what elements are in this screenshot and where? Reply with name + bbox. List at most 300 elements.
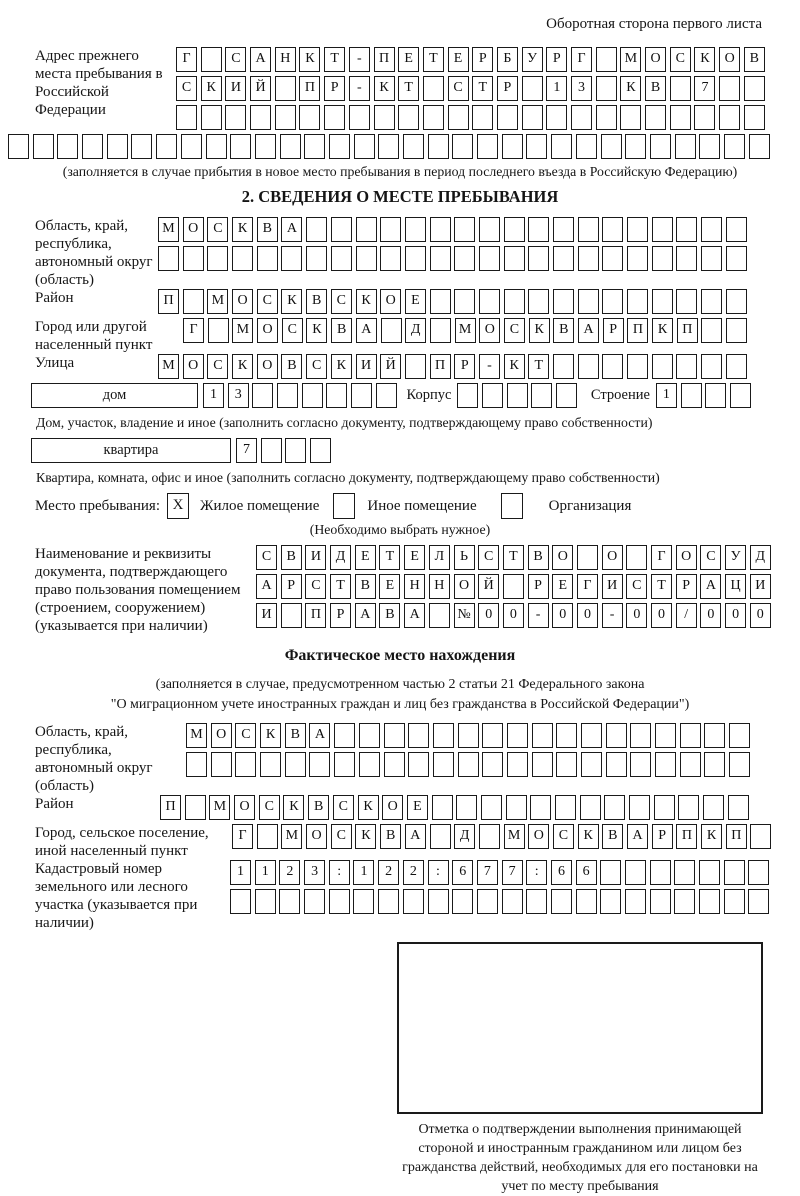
char-cell[interactable]	[749, 134, 770, 159]
char-cell[interactable]: Е	[552, 574, 573, 599]
char-cell[interactable]: Е	[404, 545, 425, 570]
char-cell[interactable]: К	[281, 289, 302, 314]
char-cell[interactable]: В	[602, 824, 623, 849]
char-cell[interactable]: Т	[528, 354, 549, 379]
char-cell[interactable]: К	[529, 318, 550, 343]
char-cell[interactable]	[581, 752, 602, 777]
char-cell[interactable]: 7	[502, 860, 523, 885]
char-cell[interactable]: С	[448, 76, 469, 101]
char-cell[interactable]	[522, 76, 543, 101]
char-cell[interactable]	[701, 354, 722, 379]
char-cell[interactable]	[629, 795, 650, 820]
char-cell[interactable]	[630, 723, 651, 748]
char-cell[interactable]	[359, 723, 380, 748]
char-cell[interactable]	[448, 105, 469, 130]
char-cell[interactable]	[334, 752, 355, 777]
char-cell[interactable]	[551, 134, 572, 159]
char-cell[interactable]: К	[355, 824, 376, 849]
char-cell[interactable]: С	[176, 76, 197, 101]
char-cell[interactable]	[211, 752, 232, 777]
char-cell[interactable]	[479, 289, 500, 314]
char-cell[interactable]	[546, 105, 567, 130]
char-cell[interactable]	[701, 217, 722, 242]
checkbox-organization[interactable]	[501, 493, 523, 519]
char-cell[interactable]: Й	[478, 574, 499, 599]
char-cell[interactable]	[748, 889, 769, 914]
char-cell[interactable]	[670, 105, 691, 130]
char-cell[interactable]	[201, 105, 222, 130]
char-cell[interactable]	[551, 889, 572, 914]
char-cell[interactable]: А	[627, 824, 648, 849]
char-cell[interactable]: К	[578, 824, 599, 849]
char-cell[interactable]	[57, 134, 78, 159]
char-cell[interactable]	[627, 289, 648, 314]
char-cell[interactable]: 1	[230, 860, 251, 885]
char-cell[interactable]: Р	[330, 603, 351, 628]
char-cell[interactable]: О	[382, 795, 403, 820]
char-cell[interactable]	[257, 824, 278, 849]
char-cell[interactable]: Т	[423, 47, 444, 72]
char-cell[interactable]	[650, 134, 671, 159]
char-cell[interactable]: А	[309, 723, 330, 748]
char-cell[interactable]: М	[281, 824, 302, 849]
char-cell[interactable]	[408, 752, 429, 777]
char-cell[interactable]	[479, 246, 500, 271]
char-cell[interactable]: П	[299, 76, 320, 101]
char-cell[interactable]	[250, 105, 271, 130]
char-cell[interactable]: К	[299, 47, 320, 72]
char-cell[interactable]: К	[283, 795, 304, 820]
char-cell[interactable]	[627, 354, 648, 379]
char-cell[interactable]: 2	[403, 860, 424, 885]
char-cell[interactable]: Е	[448, 47, 469, 72]
char-cell[interactable]	[479, 824, 500, 849]
char-cell[interactable]	[181, 134, 202, 159]
char-cell[interactable]	[750, 824, 771, 849]
char-cell[interactable]: К	[260, 723, 281, 748]
char-cell[interactable]	[571, 105, 592, 130]
char-cell[interactable]: В	[744, 47, 765, 72]
char-cell[interactable]: И	[256, 603, 277, 628]
char-cell[interactable]: О	[234, 795, 255, 820]
char-cell[interactable]: К	[331, 354, 352, 379]
char-cell[interactable]: Р	[497, 76, 518, 101]
char-cell[interactable]	[432, 795, 453, 820]
char-cell[interactable]	[596, 105, 617, 130]
char-cell[interactable]: Р	[652, 824, 673, 849]
char-cell[interactable]	[652, 246, 673, 271]
char-cell[interactable]: А	[250, 47, 271, 72]
char-cell[interactable]	[719, 105, 740, 130]
char-cell[interactable]: 3	[228, 383, 249, 408]
char-cell[interactable]	[627, 217, 648, 242]
char-cell[interactable]	[423, 76, 444, 101]
char-cell[interactable]	[555, 795, 576, 820]
char-cell[interactable]: С	[259, 795, 280, 820]
char-cell[interactable]: Е	[398, 47, 419, 72]
char-cell[interactable]: 1	[255, 860, 276, 885]
char-cell[interactable]: Л	[429, 545, 450, 570]
char-cell[interactable]	[703, 795, 724, 820]
char-cell[interactable]	[645, 105, 666, 130]
char-cell[interactable]	[602, 289, 623, 314]
char-cell[interactable]: -	[602, 603, 623, 628]
char-cell[interactable]	[627, 246, 648, 271]
char-cell[interactable]: 2	[279, 860, 300, 885]
char-cell[interactable]	[482, 383, 503, 408]
char-cell[interactable]: С	[700, 545, 721, 570]
char-cell[interactable]: 0	[503, 603, 524, 628]
char-cell[interactable]: К	[652, 318, 673, 343]
char-cell[interactable]	[578, 354, 599, 379]
char-cell[interactable]	[452, 889, 473, 914]
char-cell[interactable]: М	[158, 217, 179, 242]
char-cell[interactable]: О	[552, 545, 573, 570]
char-cell[interactable]: П	[430, 354, 451, 379]
char-cell[interactable]	[680, 723, 701, 748]
char-cell[interactable]: А	[281, 217, 302, 242]
char-cell[interactable]	[380, 217, 401, 242]
char-cell[interactable]	[577, 545, 598, 570]
char-cell[interactable]	[356, 246, 377, 271]
char-cell[interactable]: 1	[203, 383, 224, 408]
char-cell[interactable]	[724, 889, 745, 914]
char-cell[interactable]	[230, 134, 251, 159]
char-cell[interactable]	[430, 824, 451, 849]
char-cell[interactable]	[208, 318, 229, 343]
char-cell[interactable]	[405, 217, 426, 242]
char-cell[interactable]: К	[504, 354, 525, 379]
char-cell[interactable]	[650, 889, 671, 914]
char-cell[interactable]: М	[620, 47, 641, 72]
char-cell[interactable]: 0	[577, 603, 598, 628]
char-cell[interactable]: С	[207, 354, 228, 379]
char-cell[interactable]	[457, 383, 478, 408]
char-cell[interactable]: К	[232, 217, 253, 242]
char-cell[interactable]	[329, 134, 350, 159]
char-cell[interactable]	[670, 76, 691, 101]
char-cell[interactable]: С	[235, 723, 256, 748]
char-cell[interactable]	[654, 795, 675, 820]
char-cell[interactable]	[626, 545, 647, 570]
char-cell[interactable]: В	[281, 545, 302, 570]
char-cell[interactable]: Д	[405, 318, 426, 343]
char-cell[interactable]: Е	[405, 289, 426, 314]
char-cell[interactable]	[302, 383, 323, 408]
char-cell[interactable]	[601, 134, 622, 159]
char-cell[interactable]	[531, 383, 552, 408]
char-cell[interactable]	[724, 860, 745, 885]
char-cell[interactable]: В	[553, 318, 574, 343]
char-cell[interactable]: С	[257, 289, 278, 314]
char-cell[interactable]	[156, 134, 177, 159]
char-cell[interactable]	[481, 795, 502, 820]
char-cell[interactable]: Р	[281, 574, 302, 599]
char-cell[interactable]	[502, 134, 523, 159]
char-cell[interactable]: И	[225, 76, 246, 101]
char-cell[interactable]	[676, 217, 697, 242]
char-cell[interactable]: С	[207, 217, 228, 242]
char-cell[interactable]	[576, 889, 597, 914]
char-cell[interactable]: О	[380, 289, 401, 314]
char-cell[interactable]: 0	[626, 603, 647, 628]
char-cell[interactable]	[530, 795, 551, 820]
char-cell[interactable]	[522, 105, 543, 130]
char-cell[interactable]	[602, 354, 623, 379]
char-cell[interactable]: 2	[378, 860, 399, 885]
char-cell[interactable]	[201, 47, 222, 72]
char-cell[interactable]: Г	[176, 47, 197, 72]
char-cell[interactable]	[504, 289, 525, 314]
char-cell[interactable]	[252, 383, 273, 408]
char-cell[interactable]: А	[405, 824, 426, 849]
char-cell[interactable]	[655, 752, 676, 777]
char-cell[interactable]: Г	[232, 824, 253, 849]
char-cell[interactable]	[606, 723, 627, 748]
char-cell[interactable]: Д	[330, 545, 351, 570]
char-cell[interactable]: П	[158, 289, 179, 314]
char-cell[interactable]: Е	[379, 574, 400, 599]
char-cell[interactable]: Е	[407, 795, 428, 820]
char-cell[interactable]	[507, 752, 528, 777]
char-cell[interactable]: В	[379, 603, 400, 628]
char-cell[interactable]	[482, 752, 503, 777]
char-cell[interactable]	[456, 795, 477, 820]
char-cell[interactable]	[260, 752, 281, 777]
char-cell[interactable]: П	[676, 824, 697, 849]
char-cell[interactable]	[676, 354, 697, 379]
char-cell[interactable]: Т	[324, 47, 345, 72]
char-cell[interactable]: Д	[750, 545, 771, 570]
char-cell[interactable]: О	[232, 289, 253, 314]
char-cell[interactable]: П	[627, 318, 648, 343]
char-cell[interactable]: Т	[472, 76, 493, 101]
char-cell[interactable]: О	[676, 545, 697, 570]
char-cell[interactable]	[652, 217, 673, 242]
char-cell[interactable]	[309, 752, 330, 777]
char-cell[interactable]	[206, 134, 227, 159]
char-cell[interactable]	[730, 383, 751, 408]
char-cell[interactable]: :	[329, 860, 350, 885]
char-cell[interactable]: П	[677, 318, 698, 343]
char-cell[interactable]	[257, 246, 278, 271]
char-cell[interactable]	[280, 134, 301, 159]
char-cell[interactable]	[625, 134, 646, 159]
char-cell[interactable]: Б	[497, 47, 518, 72]
char-cell[interactable]	[277, 383, 298, 408]
char-cell[interactable]: Й	[380, 354, 401, 379]
char-cell[interactable]: 3	[304, 860, 325, 885]
char-cell[interactable]	[676, 246, 697, 271]
char-cell[interactable]	[299, 105, 320, 130]
char-cell[interactable]	[279, 889, 300, 914]
char-cell[interactable]: О	[602, 545, 623, 570]
char-cell[interactable]	[650, 860, 671, 885]
char-cell[interactable]	[503, 574, 524, 599]
char-cell[interactable]: /	[676, 603, 697, 628]
char-cell[interactable]	[356, 217, 377, 242]
char-cell[interactable]	[528, 246, 549, 271]
char-cell[interactable]	[578, 289, 599, 314]
char-cell[interactable]	[458, 752, 479, 777]
char-cell[interactable]: О	[454, 574, 475, 599]
char-cell[interactable]	[678, 795, 699, 820]
char-cell[interactable]: И	[305, 545, 326, 570]
char-cell[interactable]	[380, 246, 401, 271]
char-cell[interactable]: -	[528, 603, 549, 628]
char-cell[interactable]	[724, 134, 745, 159]
char-cell[interactable]: С	[225, 47, 246, 72]
char-cell[interactable]: 6	[576, 860, 597, 885]
char-cell[interactable]	[681, 383, 702, 408]
char-cell[interactable]	[506, 795, 527, 820]
char-cell[interactable]: М	[186, 723, 207, 748]
char-cell[interactable]: О	[719, 47, 740, 72]
char-cell[interactable]: -	[479, 354, 500, 379]
char-cell[interactable]	[235, 752, 256, 777]
char-cell[interactable]	[331, 217, 352, 242]
char-cell[interactable]	[378, 889, 399, 914]
char-cell[interactable]	[207, 246, 228, 271]
char-cell[interactable]	[225, 105, 246, 130]
char-cell[interactable]: В	[285, 723, 306, 748]
char-cell[interactable]	[477, 134, 498, 159]
char-cell[interactable]: О	[257, 318, 278, 343]
char-cell[interactable]	[699, 860, 720, 885]
char-cell[interactable]	[82, 134, 103, 159]
char-cell[interactable]: И	[750, 574, 771, 599]
char-cell[interactable]	[602, 246, 623, 271]
char-cell[interactable]	[33, 134, 54, 159]
char-cell[interactable]: 1	[656, 383, 677, 408]
char-cell[interactable]: М	[209, 795, 230, 820]
char-cell[interactable]	[726, 217, 747, 242]
char-cell[interactable]: С	[670, 47, 691, 72]
char-cell[interactable]	[403, 889, 424, 914]
char-cell[interactable]: К	[201, 76, 222, 101]
char-cell[interactable]	[329, 889, 350, 914]
char-cell[interactable]	[528, 217, 549, 242]
char-cell[interactable]: К	[232, 354, 253, 379]
char-cell[interactable]: С	[282, 318, 303, 343]
char-cell[interactable]	[553, 354, 574, 379]
char-cell[interactable]	[428, 889, 449, 914]
char-cell[interactable]: Ц	[725, 574, 746, 599]
char-cell[interactable]	[381, 318, 402, 343]
char-cell[interactable]	[304, 889, 325, 914]
char-cell[interactable]: С	[333, 795, 354, 820]
char-cell[interactable]	[304, 134, 325, 159]
char-cell[interactable]	[384, 752, 405, 777]
char-cell[interactable]	[275, 105, 296, 130]
char-cell[interactable]: М	[455, 318, 476, 343]
char-cell[interactable]: С	[504, 318, 525, 343]
char-cell[interactable]	[255, 134, 276, 159]
char-cell[interactable]	[526, 134, 547, 159]
char-cell[interactable]: Р	[676, 574, 697, 599]
char-cell[interactable]	[482, 723, 503, 748]
char-cell[interactable]	[454, 289, 475, 314]
char-cell[interactable]	[504, 217, 525, 242]
char-cell[interactable]: А	[355, 603, 376, 628]
char-cell[interactable]: 0	[478, 603, 499, 628]
char-cell[interactable]	[275, 76, 296, 101]
char-cell[interactable]	[405, 354, 426, 379]
char-cell[interactable]	[728, 795, 749, 820]
char-cell[interactable]	[726, 289, 747, 314]
char-cell[interactable]	[255, 889, 276, 914]
char-cell[interactable]	[158, 246, 179, 271]
char-cell[interactable]: Т	[398, 76, 419, 101]
char-cell[interactable]: А	[578, 318, 599, 343]
char-cell[interactable]: В	[331, 318, 352, 343]
char-cell[interactable]: В	[645, 76, 666, 101]
char-cell[interactable]: 7	[694, 76, 715, 101]
char-cell[interactable]	[502, 889, 523, 914]
char-cell[interactable]	[652, 289, 673, 314]
char-cell[interactable]: Р	[528, 574, 549, 599]
char-cell[interactable]	[405, 246, 426, 271]
char-cell[interactable]: М	[158, 354, 179, 379]
char-cell[interactable]	[183, 289, 204, 314]
char-cell[interactable]: П	[374, 47, 395, 72]
char-cell[interactable]	[306, 217, 327, 242]
char-cell[interactable]	[581, 723, 602, 748]
char-cell[interactable]	[744, 76, 765, 101]
char-cell[interactable]	[285, 752, 306, 777]
char-cell[interactable]: К	[358, 795, 379, 820]
char-cell[interactable]	[281, 246, 302, 271]
char-cell[interactable]	[604, 795, 625, 820]
char-cell[interactable]: С	[306, 354, 327, 379]
char-cell[interactable]: С	[553, 824, 574, 849]
char-cell[interactable]: 6	[452, 860, 473, 885]
char-cell[interactable]: Р	[324, 76, 345, 101]
char-cell[interactable]	[353, 889, 374, 914]
char-cell[interactable]: О	[645, 47, 666, 72]
char-cell[interactable]: А	[356, 318, 377, 343]
char-cell[interactable]	[454, 217, 475, 242]
char-cell[interactable]	[705, 383, 726, 408]
char-cell[interactable]	[699, 889, 720, 914]
char-cell[interactable]	[526, 889, 547, 914]
char-cell[interactable]: Р	[546, 47, 567, 72]
char-cell[interactable]: А	[700, 574, 721, 599]
char-cell[interactable]: Г	[183, 318, 204, 343]
char-cell[interactable]: В	[528, 545, 549, 570]
char-cell[interactable]	[620, 105, 641, 130]
char-cell[interactable]: П	[160, 795, 181, 820]
char-cell[interactable]: У	[725, 545, 746, 570]
char-cell[interactable]: К	[306, 318, 327, 343]
char-cell[interactable]	[306, 246, 327, 271]
char-cell[interactable]: :	[526, 860, 547, 885]
char-cell[interactable]: О	[211, 723, 232, 748]
char-cell[interactable]	[433, 752, 454, 777]
char-cell[interactable]: Г	[577, 574, 598, 599]
char-cell[interactable]	[625, 889, 646, 914]
char-cell[interactable]	[602, 217, 623, 242]
char-cell[interactable]	[349, 105, 370, 130]
char-cell[interactable]: К	[374, 76, 395, 101]
char-cell[interactable]: С	[256, 545, 277, 570]
char-cell[interactable]: Г	[651, 545, 672, 570]
char-cell[interactable]	[676, 289, 697, 314]
char-cell[interactable]: -	[349, 47, 370, 72]
char-cell[interactable]	[532, 723, 553, 748]
char-cell[interactable]	[430, 217, 451, 242]
char-cell[interactable]: Е	[355, 545, 376, 570]
